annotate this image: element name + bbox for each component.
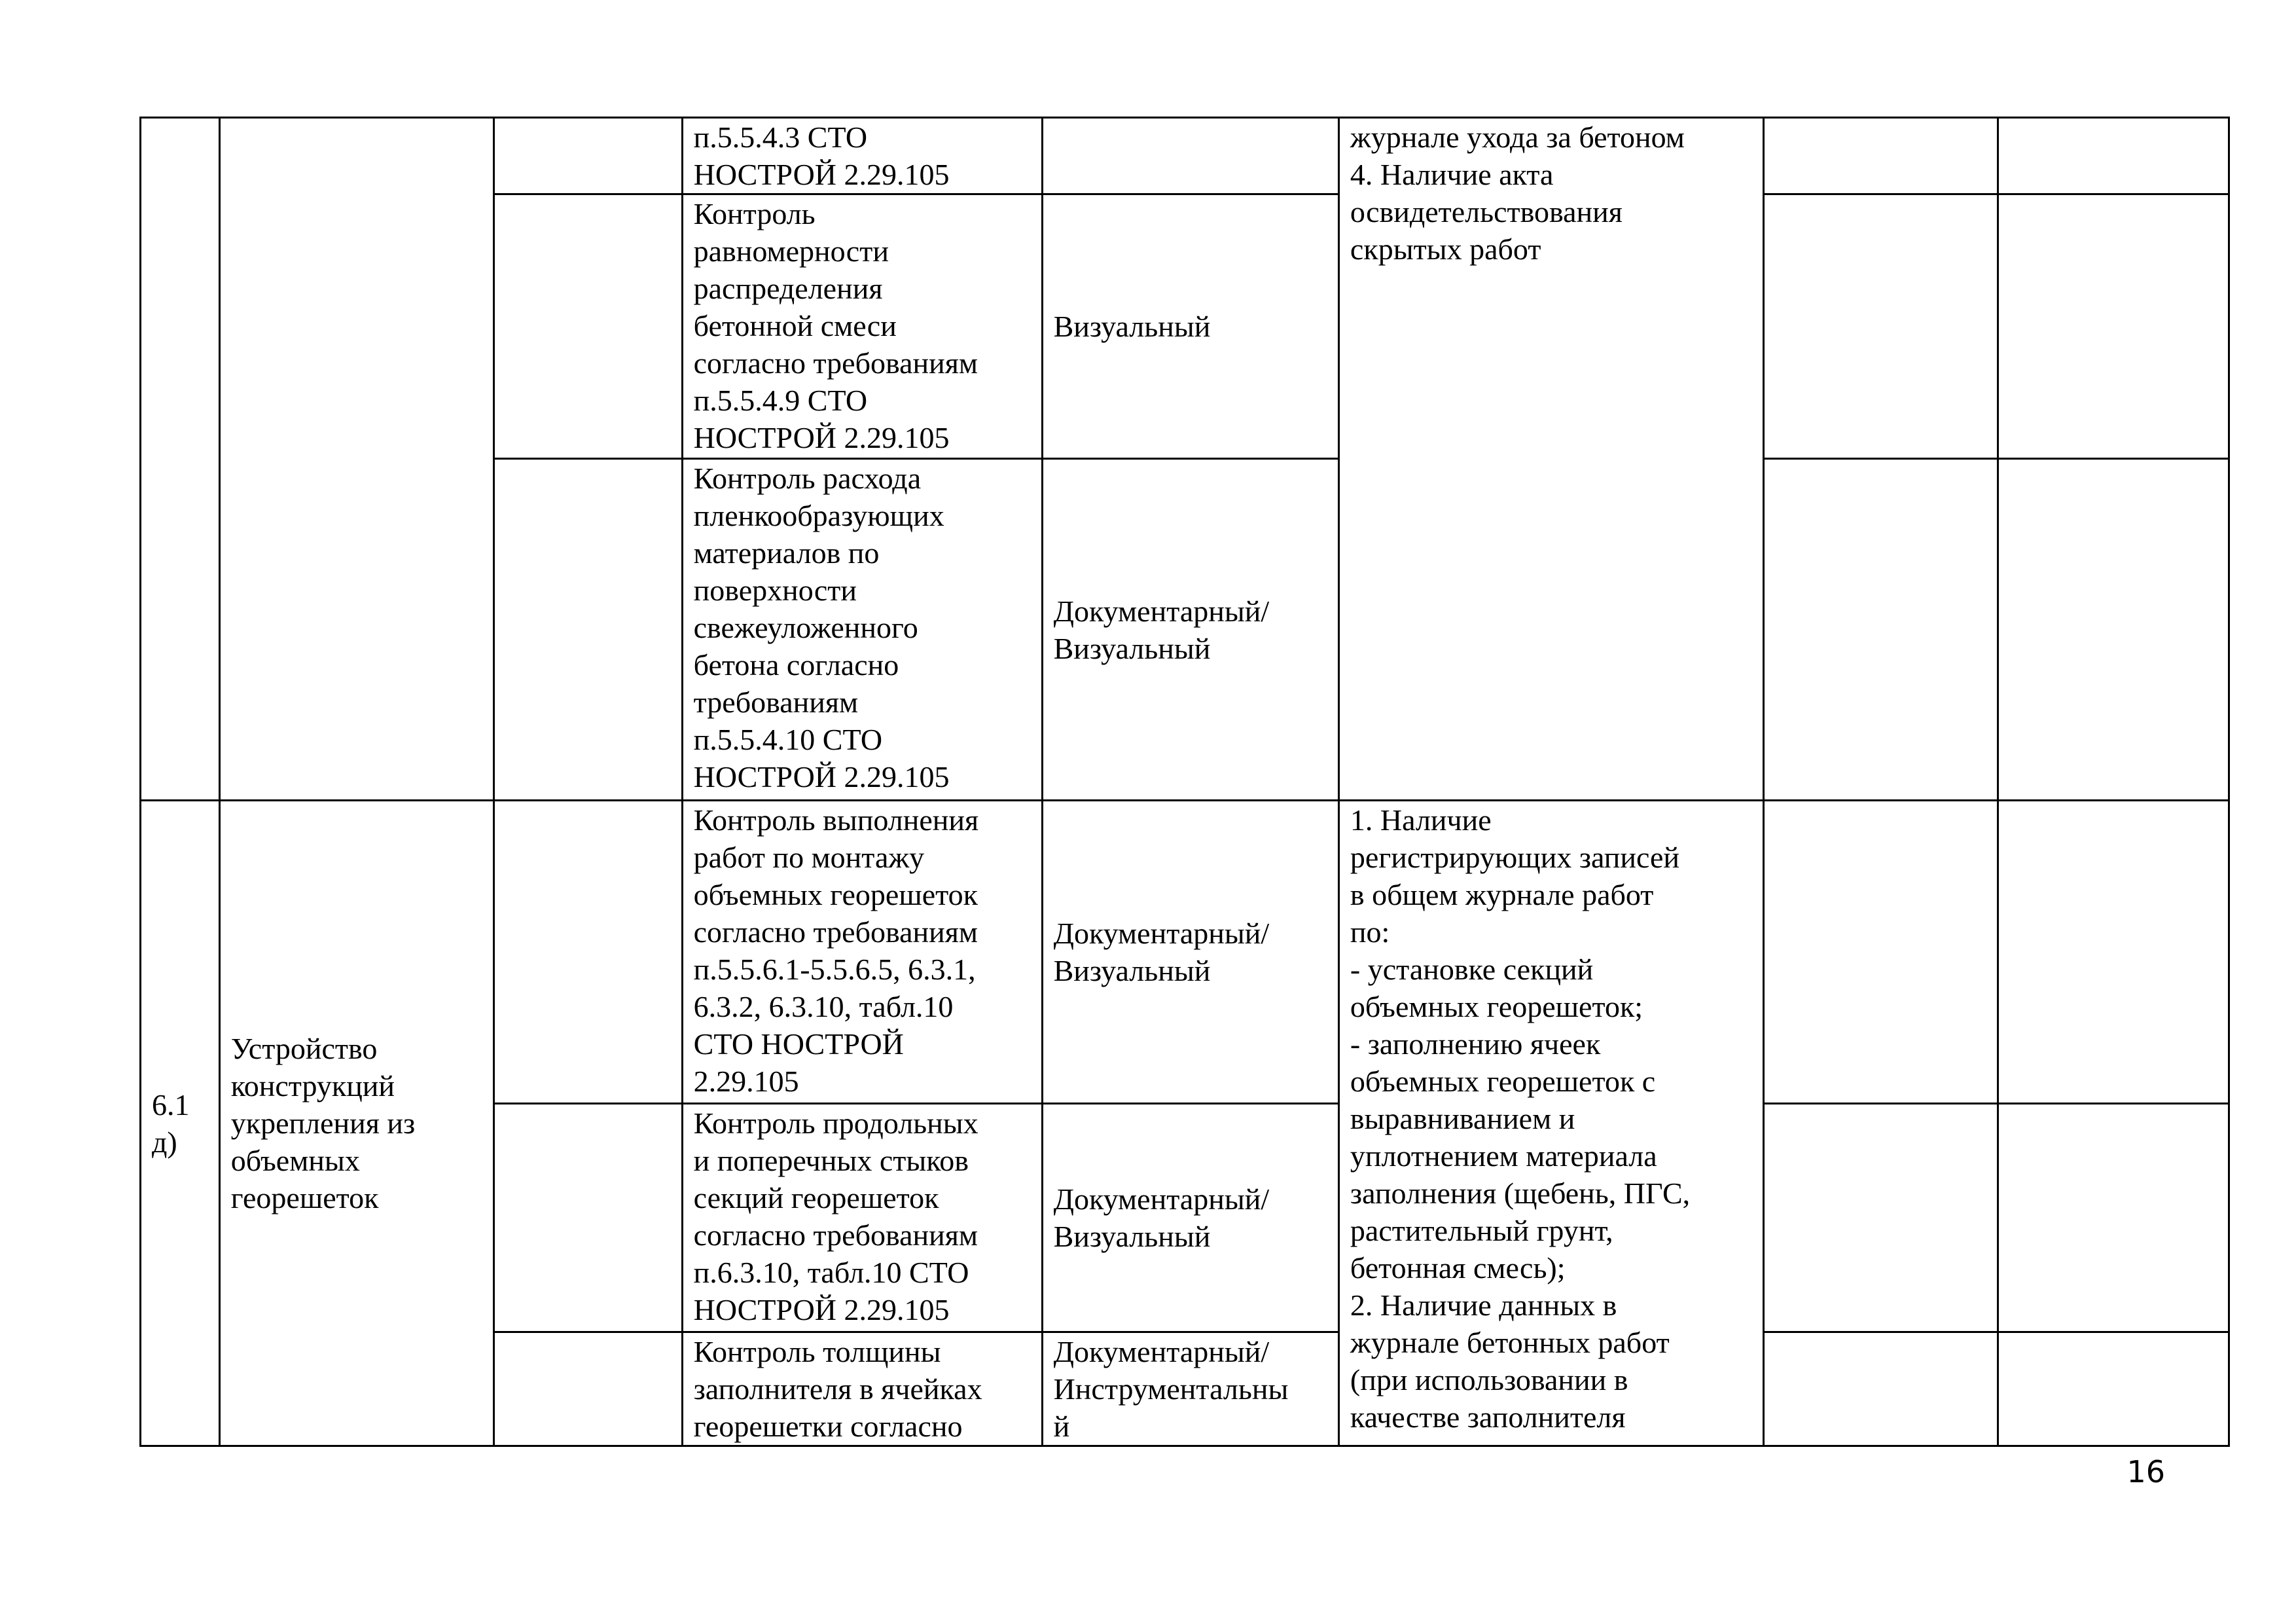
control-text: Контроль продольных и поперечных стыков секций георешеток согласно требованиям п.6.3.10, табл.10 СТО НОСТРОЙ 2.29.105 — [693, 1106, 978, 1326]
control-cell — [682, 801, 1042, 1104]
documents-cell — [1338, 801, 1763, 1446]
table-row — [141, 801, 2229, 1104]
empty-cell — [494, 194, 683, 459]
control-cell — [682, 1332, 1042, 1446]
document-table — [139, 117, 2230, 1447]
section-number: 6.1 д) — [152, 1087, 190, 1159]
control-text: Контроль толщины заполнителя в ячейках георешетки согласно — [693, 1335, 982, 1443]
method-text: Визуальный — [1053, 310, 1211, 343]
empty-cell — [1763, 194, 1998, 459]
number-cell — [141, 118, 220, 801]
page-number: 16 — [2126, 1454, 2165, 1489]
number-cell — [141, 801, 220, 1446]
control-text: Контроль расхода пленкообразующих материалов по поверхности свежеуложенного бетона согласно требованиям п.5.5.4.10 СТО НОСТРОЙ 2.29.105 — [693, 462, 950, 793]
method-cell — [1042, 1332, 1338, 1446]
control-text: Контроль равномерности распределения бетонной смеси согласно требованиям п.5.5.4.9 СТО НОСТРОЙ 2.29.105 — [693, 197, 978, 454]
empty-cell — [1763, 118, 1998, 194]
control-cell — [682, 194, 1042, 459]
control-cell — [682, 118, 1042, 194]
control-cell — [682, 459, 1042, 801]
method-cell — [1042, 459, 1338, 801]
method-cell — [1042, 1104, 1338, 1332]
work-name: Устройство конструкций укрепления из объемных георешеток — [230, 1032, 416, 1214]
control-text: п.5.5.4.3 СТО НОСТРОЙ 2.29.105 — [693, 120, 950, 191]
method-text: Документарный/ Инструментальны й — [1053, 1335, 1289, 1443]
documents-cell — [1338, 118, 1763, 801]
documents-text: 1. Наличие регистрирующих записей в общем журнале работ по: - установке секций объемных георешеток; - заполнению ячеек объемных георешеток с выравниванием и уплотнением материала заполнения (щебень, ПГС, растительный грунт, бетонная смесь); 2. Наличие данных в журнале бетонных работ (при использовании в качестве заполнителя — [1350, 803, 1691, 1434]
empty-cell — [494, 459, 683, 801]
empty-cell — [1998, 118, 2229, 194]
empty-cell — [1998, 194, 2229, 459]
work-name-cell — [219, 118, 493, 801]
method-text: Документарный/ Визуальный — [1053, 594, 1270, 665]
method-cell — [1042, 118, 1338, 194]
empty-cell — [494, 118, 683, 194]
empty-cell — [494, 1332, 683, 1446]
control-text: Контроль выполнения работ по монтажу объемных георешеток согласно требованиям п.5.5.6.1-5.5.6.5, 6.3.1, 6.3.2, 6.3.10, табл.10 СТО НОСТРОЙ 2.29.105 — [693, 803, 979, 1098]
method-cell — [1042, 194, 1338, 459]
empty-cell — [1763, 1104, 1998, 1332]
work-name-cell — [219, 801, 493, 1446]
empty-cell — [1763, 801, 1998, 1104]
empty-cell — [494, 1104, 683, 1332]
empty-cell — [494, 801, 683, 1104]
method-cell — [1042, 801, 1338, 1104]
method-text: Документарный/ Визуальный — [1053, 1182, 1270, 1253]
empty-cell — [1763, 459, 1998, 801]
empty-cell — [1998, 1104, 2229, 1332]
table-row — [141, 118, 2229, 194]
method-text: Документарный/ Визуальный — [1053, 917, 1270, 987]
empty-cell — [1998, 459, 2229, 801]
control-cell — [682, 1104, 1042, 1332]
documents-text: журнале ухода за бетоном 4. Наличие акта освидетельствования скрытых работ — [1350, 120, 1685, 266]
empty-cell — [1763, 1332, 1998, 1446]
empty-cell — [1998, 801, 2229, 1104]
empty-cell — [1998, 1332, 2229, 1446]
